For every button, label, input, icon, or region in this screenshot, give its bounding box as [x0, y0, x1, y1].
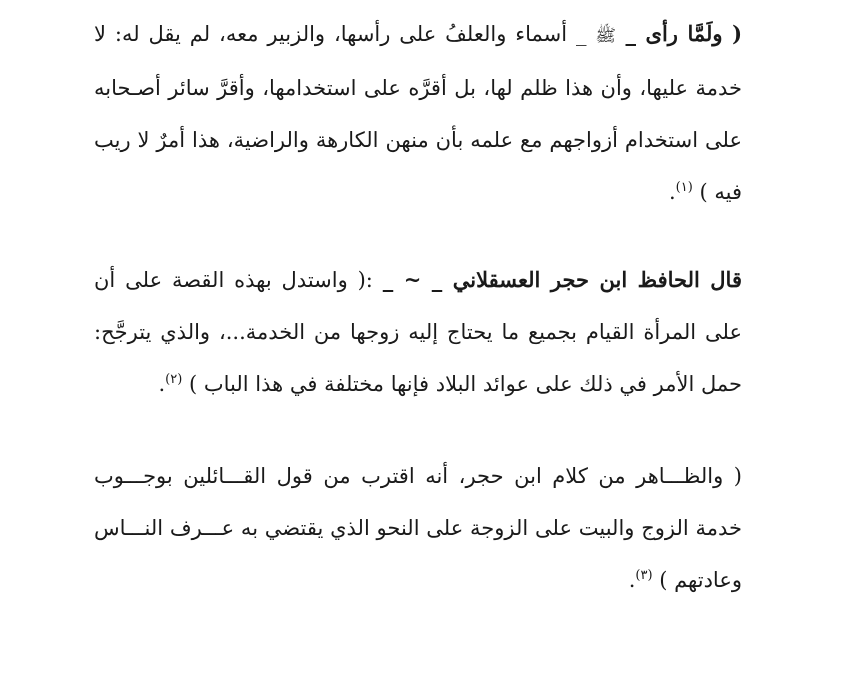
paragraph-1-end: .: [668, 180, 676, 204]
paragraph-2-body: :( واستدل بهذه القصة على أن على المرأة القيام بجميع ما يحتاج إليه زوجها من الخدمة...، والذي يترجَّح: حمل الأمر في ذلك على عوائد البلاد فإنها مختلفة في هذا الباب ): [94, 268, 742, 396]
footnote-marker-3: (٣): [635, 568, 653, 583]
paragraph-3-body: ( والظـــاهر من كلام ابن حجر، أنه اقترب من قول القـــائلين بوجـــوب خدمة الزوج والبيت على الزوجة على النحو الذي يقتضي به عـــرف النـــاس وعادتهم ): [94, 464, 742, 592]
paragraph-2: [94, 254, 742, 410]
paragraph-1-lead: ( ولَمَّا رأى _: [615, 21, 743, 46]
paragraph-1: [94, 8, 742, 218]
paragraph-1-body: _ أسماء والعلفُ على رأسها، والزبير معه، لم يقل له: لا خدمة عليها، وأن هذا ظلم لها، بل أقرَّه على استخدامها، وأقرَّ سائر أصـحابه على استخدام أزواجهم مع علمه بأن منهن الكارهة والراضية، هذا أمرٌ لا ريب فيه ): [94, 22, 742, 204]
paragraph-2-lead: قال الحافظ ابن حجر العسقلاني _ ~ _: [382, 267, 742, 292]
paragraph-2-end: .: [158, 372, 166, 396]
prophet-salutation-symbol: ﷺ: [595, 26, 616, 46]
footnote-marker-2: (٢): [165, 372, 183, 387]
footnote-marker-1: (١): [675, 180, 693, 195]
paragraph-3-end: .: [628, 568, 636, 592]
paragraph-3: [94, 450, 742, 606]
